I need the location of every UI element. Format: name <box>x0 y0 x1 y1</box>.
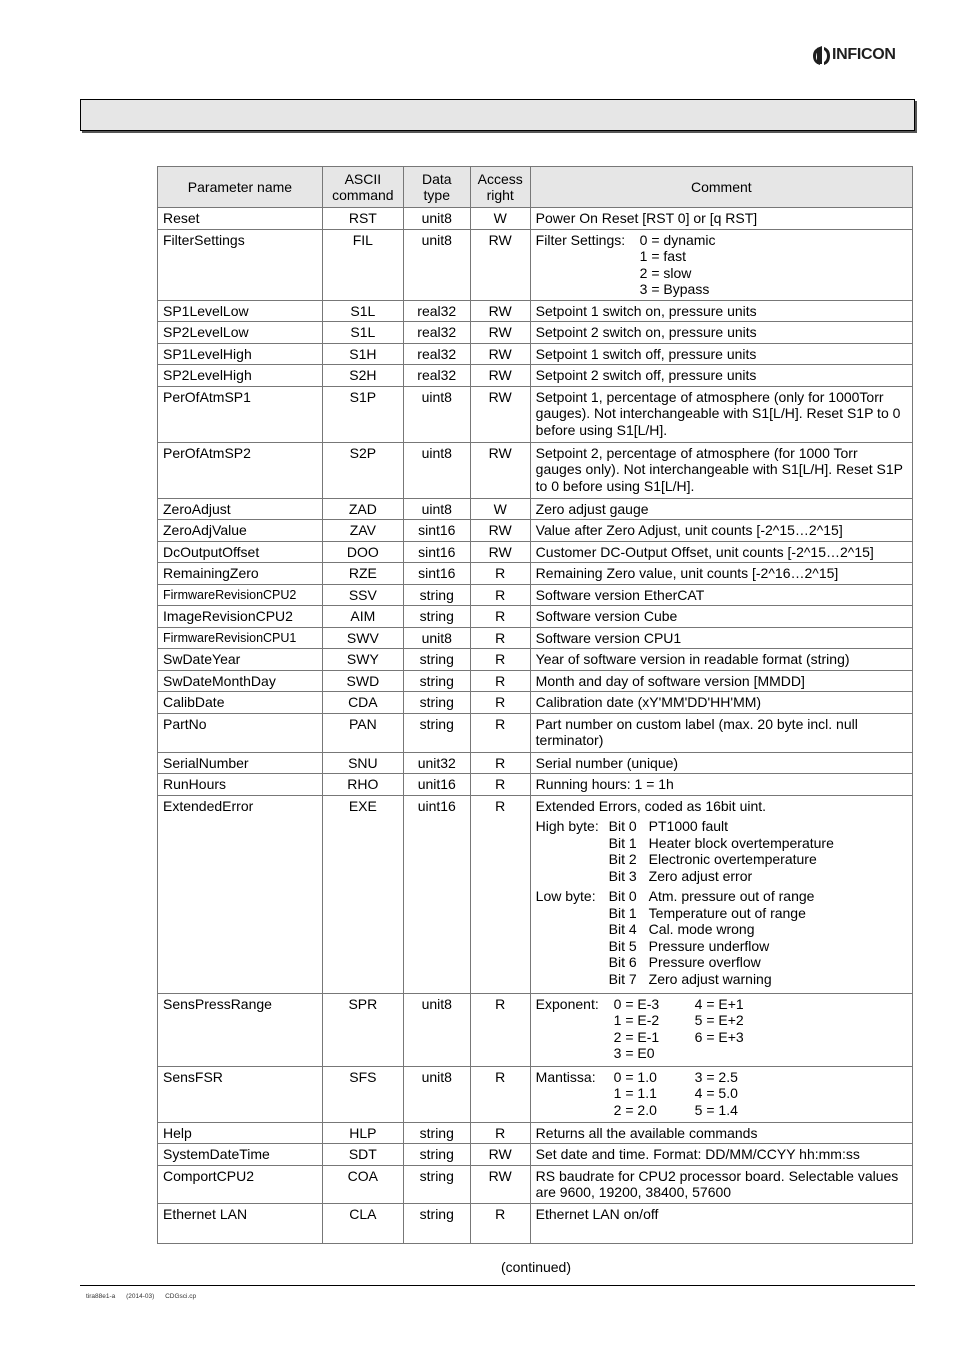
param-name-cell: DcOutputOffset <box>158 541 323 563</box>
comment-text: Setpoint 1, percentage of atmosphere (only for 1000Torr gauges). Not interchangeable with S1[L/H]. Reset S1P to 0 before using S1[L/H]. <box>535 388 901 438</box>
data-type-cell: unit8 <box>403 627 470 649</box>
value-option: 3 = E0 <box>613 1045 655 1061</box>
param-name-cell: SensFSR <box>158 1066 323 1122</box>
table-row <box>158 322 913 344</box>
access-right-cell: R <box>470 649 530 671</box>
param-name-cell: CalibDate <box>158 692 323 714</box>
table-row <box>158 1144 913 1166</box>
access-right-cell: RW <box>470 229 530 300</box>
table-row <box>158 343 913 365</box>
ascii-command-cell: RHO <box>322 774 403 796</box>
filter-option: 2 = slow <box>639 264 692 281</box>
data-type-cell: string <box>403 713 470 752</box>
value-option: 0 = 1.0 <box>613 1068 657 1085</box>
table-row <box>158 365 913 387</box>
comment-text: Setpoint 2 switch off, pressure units <box>535 367 757 383</box>
comment-cell <box>530 606 912 628</box>
table-row <box>158 386 913 442</box>
access-right-cell: W <box>470 208 530 230</box>
bit-description: Zero adjust error <box>648 867 753 884</box>
comment-cell <box>530 343 912 365</box>
value-option: 4 = E+1 <box>694 995 744 1012</box>
table-row <box>158 1165 913 1203</box>
table-row <box>158 1122 913 1144</box>
param-name-cell: SP1LevelLow <box>158 300 323 322</box>
table-header-row <box>158 167 913 208</box>
byte-label <box>536 971 609 988</box>
param-name-cell: ZeroAdjValue <box>158 520 323 542</box>
comment-cell <box>530 229 912 300</box>
access-right-cell: R <box>470 993 530 1066</box>
access-right-cell: R <box>470 1122 530 1144</box>
param-name-cell: FilterSettings <box>158 229 323 300</box>
access-right-cell: RW <box>470 1144 530 1166</box>
ascii-command-cell: S2H <box>322 365 403 387</box>
comment-text: Power On Reset [RST 0] or [q RST] <box>535 210 758 226</box>
ascii-command-cell: DOO <box>322 541 403 563</box>
byte-label: Low byte: <box>535 888 596 904</box>
ascii-command-cell: S1P <box>322 386 403 442</box>
param-name-cell: PartNo <box>158 713 323 752</box>
access-right-cell: RW <box>470 386 530 442</box>
ascii-command-cell: CDA <box>322 692 403 714</box>
param-name-cell: RemainingZero <box>158 563 323 585</box>
comment-text: Value after Zero Adjust, unit counts [-2^15…2^15] <box>535 522 843 538</box>
table-row <box>158 692 913 714</box>
value-option: 6 = E+3 <box>694 1028 744 1045</box>
header-parameter-name: Parameter name <box>158 167 323 208</box>
data-type-cell: string <box>403 606 470 628</box>
value-option: 4 = 5.0 <box>694 1085 738 1101</box>
bit-index: Bit 2 <box>608 851 637 867</box>
ascii-command-cell: RZE <box>322 563 403 585</box>
bit-description: PT1000 fault <box>648 818 729 834</box>
access-right-cell: R <box>470 692 530 714</box>
header-access-right: Access right <box>470 167 530 208</box>
ascii-command-cell: S1L <box>322 300 403 322</box>
ascii-command-cell: PAN <box>322 713 403 752</box>
bit-index: Bit 4 <box>608 921 637 937</box>
comment-label: Mantissa: <box>535 1068 596 1085</box>
comment-cell <box>530 627 912 649</box>
comment-text: Ethernet LAN on/off <box>535 1205 659 1222</box>
param-name-cell: FirmwareRevisionCPU1 <box>158 627 323 649</box>
table-row <box>158 649 913 671</box>
ascii-command-cell: S1L <box>322 322 403 344</box>
access-right-cell: R <box>470 563 530 585</box>
byte-label <box>536 835 609 852</box>
comment-cell <box>530 1122 912 1144</box>
comment-text: Setpoint 1 switch on, pressure units <box>535 302 757 319</box>
comment-cell <box>530 442 912 498</box>
bit-description: Zero adjust warning <box>648 970 772 987</box>
access-right-cell: W <box>470 498 530 520</box>
table-row <box>158 774 913 796</box>
comment-cell <box>530 1165 912 1203</box>
comment-cell <box>530 300 912 322</box>
comment-cell <box>530 692 912 714</box>
data-type-cell: uint8 <box>403 386 470 442</box>
ascii-command-cell: RST <box>322 208 403 230</box>
table-row <box>158 795 913 993</box>
byte-label: High byte: <box>535 818 599 834</box>
table-row <box>158 627 913 649</box>
value-option: 2 = E-1 <box>613 1028 660 1045</box>
ascii-command-cell: S1H <box>322 343 403 365</box>
ascii-command-cell: ZAV <box>322 520 403 542</box>
param-name-cell: SP2LevelLow <box>158 322 323 344</box>
header-comment: Comment <box>530 167 912 208</box>
value-option: 1 = 1.1 <box>613 1085 657 1101</box>
table-row <box>158 563 913 585</box>
byte-label <box>536 954 609 971</box>
param-name-cell: SerialNumber <box>158 752 323 774</box>
comment-cell <box>530 752 912 774</box>
param-name-cell: SP1LevelHigh <box>158 343 323 365</box>
ascii-command-cell: S2P <box>322 442 403 498</box>
comment-text: Part number on custom label (max. 20 byte incl. null terminator) <box>535 715 858 748</box>
bit-description: Pressure overflow <box>648 954 761 970</box>
ascii-command-cell: SDT <box>322 1144 403 1166</box>
param-name-cell: ImageRevisionCPU2 <box>158 606 323 628</box>
value-option <box>695 1045 775 1062</box>
doc-date: (2014-03) <box>126 1293 155 1300</box>
doc-id: tira88e1-a <box>86 1293 116 1300</box>
continued-note: (continued) <box>500 1259 572 1275</box>
data-type-cell: unit8 <box>403 1066 470 1122</box>
ascii-command-cell: HLP <box>322 1122 403 1144</box>
comment-text: Serial number (unique) <box>535 754 679 771</box>
comment-text: RS baudrate for CPU2 processor board. Selectable values are 9600, 19200, 38400, 57600 <box>535 1167 899 1200</box>
comment-cell <box>530 208 912 230</box>
table-row <box>158 498 913 520</box>
comment-cell <box>530 670 912 692</box>
filter-option: 0 = dynamic <box>639 231 716 248</box>
access-right-cell: RW <box>470 520 530 542</box>
data-type-cell: sint16 <box>403 520 470 542</box>
byte-label <box>536 938 609 955</box>
byte-label <box>536 905 609 922</box>
data-type-cell: string <box>403 692 470 714</box>
table-row <box>158 584 913 606</box>
comment-cell <box>530 649 912 671</box>
bit-description: Cal. mode wrong <box>648 921 755 937</box>
comment-cell <box>530 498 912 520</box>
comment-text: Running hours: 1 = 1h <box>535 776 674 792</box>
data-type-cell: string <box>403 1203 470 1243</box>
param-name-cell: SwDateYear <box>158 649 323 671</box>
data-type-cell: unit32 <box>403 752 470 774</box>
param-name-cell: Help <box>158 1122 323 1144</box>
access-right-cell: RW <box>470 343 530 365</box>
footer-meta <box>86 1293 205 1300</box>
table-row <box>158 670 913 692</box>
bit-index: Bit 6 <box>608 954 637 970</box>
comment-cell <box>530 322 912 344</box>
access-right-cell: RW <box>470 300 530 322</box>
comment-cell <box>530 386 912 442</box>
comment-cell <box>530 993 912 1066</box>
ascii-command-cell: SFS <box>322 1066 403 1122</box>
data-type-cell: unit8 <box>403 208 470 230</box>
data-type-cell: sint16 <box>403 541 470 563</box>
ascii-command-cell: SSV <box>322 584 403 606</box>
value-option: 2 = 2.0 <box>613 1101 657 1118</box>
param-name-cell: ExtendedError <box>158 795 323 993</box>
access-right-cell: R <box>470 584 530 606</box>
param-name-cell: PerOfAtmSP1 <box>158 386 323 442</box>
value-option: 3 = 2.5 <box>694 1068 738 1085</box>
comment-text: Remaining Zero value, unit counts [-2^16…2^15] <box>535 565 839 581</box>
access-right-cell: R <box>470 627 530 649</box>
table-row <box>158 442 913 498</box>
comment-text: Software version Cube <box>535 608 678 624</box>
ascii-command-cell: ZAD <box>322 498 403 520</box>
param-name-cell: PerOfAtmSP2 <box>158 442 323 498</box>
header-ascii-command: ASCII command <box>322 167 403 208</box>
access-right-cell: RW <box>470 442 530 498</box>
ascii-command-cell: SWV <box>322 627 403 649</box>
comment-text: Software version EtherCAT <box>535 586 705 603</box>
inficon-mark-icon <box>812 44 832 66</box>
access-right-cell: R <box>470 774 530 796</box>
access-right-cell: R <box>470 795 530 993</box>
comment-cell <box>530 365 912 387</box>
data-type-cell: string <box>403 1122 470 1144</box>
table-row <box>158 229 913 300</box>
header-data-type: Data type <box>403 167 470 208</box>
filter-option: 1 = fast <box>639 248 686 264</box>
data-type-cell: uint8 <box>403 442 470 498</box>
byte-label <box>536 868 609 885</box>
data-type-cell: real32 <box>403 322 470 344</box>
table-row <box>158 541 913 563</box>
ascii-command-cell: COA <box>322 1165 403 1203</box>
data-type-cell: string <box>403 1165 470 1203</box>
data-type-cell: string <box>403 649 470 671</box>
param-name-cell: SensPressRange <box>158 993 323 1066</box>
data-type-cell: unit8 <box>403 229 470 300</box>
table-row <box>158 713 913 752</box>
param-name-cell: Reset <box>158 208 323 230</box>
bit-index: Bit 7 <box>608 970 637 987</box>
comment-text: Zero adjust gauge <box>535 500 649 517</box>
inficon-logo <box>812 44 922 70</box>
access-right-cell: RW <box>470 365 530 387</box>
byte-label <box>536 851 609 868</box>
data-type-cell: real32 <box>403 300 470 322</box>
comment-text: Setpoint 2 switch on, pressure units <box>535 324 757 340</box>
access-right-cell: RW <box>470 322 530 344</box>
data-type-cell: string <box>403 584 470 606</box>
ascii-command-cell: SWD <box>322 670 403 692</box>
param-name-cell: SystemDateTime <box>158 1144 323 1166</box>
table-row <box>158 1203 913 1243</box>
param-name-cell: Ethernet LAN <box>158 1203 323 1243</box>
param-name-cell: ComportCPU2 <box>158 1165 323 1203</box>
data-type-cell: uint8 <box>403 498 470 520</box>
bit-description: Temperature out of range <box>648 904 806 921</box>
bit-description: Atm. pressure out of range <box>648 888 815 904</box>
ascii-command-cell: FIL <box>322 229 403 300</box>
bit-index: Bit 1 <box>608 834 637 851</box>
footer-rule <box>80 1285 915 1286</box>
comment-text: Returns all the available commands <box>535 1124 758 1141</box>
comment-text: Year of software version in readable format (string) <box>535 651 850 667</box>
value-option: 5 = 1.4 <box>694 1101 738 1118</box>
table-row <box>158 300 913 322</box>
comment-text: Calibration date (xY'MM'DD'HH'MM) <box>535 694 762 710</box>
table-row <box>158 752 913 774</box>
table-row <box>158 606 913 628</box>
section-header-bar <box>80 99 915 131</box>
comment-text: Month and day of software version [MMDD] <box>535 672 805 689</box>
table-row <box>158 1066 913 1122</box>
comment-label: Exponent: <box>535 995 599 1012</box>
data-type-cell: real32 <box>403 343 470 365</box>
access-right-cell: R <box>470 1066 530 1122</box>
data-type-cell: sint16 <box>403 563 470 585</box>
comment-cell <box>530 795 912 993</box>
comment-cell <box>530 584 912 606</box>
bit-index: Bit 5 <box>608 937 637 954</box>
comment-cell <box>530 520 912 542</box>
access-right-cell: RW <box>470 1165 530 1203</box>
bit-description: Electronic overtemperature <box>648 851 817 867</box>
access-right-cell: R <box>470 713 530 752</box>
data-type-cell: unit16 <box>403 774 470 796</box>
comment-text: Setpoint 1 switch off, pressure units <box>535 345 757 362</box>
comment-cell <box>530 1203 912 1243</box>
comment-text: Customer DC-Output Offset, unit counts [-2^15…2^15] <box>535 543 874 560</box>
ascii-command-cell: SNU <box>322 752 403 774</box>
bit-index: Bit 0 <box>608 888 637 904</box>
param-name-cell: SP2LevelHigh <box>158 365 323 387</box>
ascii-command-cell: CLA <box>322 1203 403 1243</box>
ascii-command-cell: EXE <box>322 795 403 993</box>
comment-text: Set date and time. Format: DD/MM/CCYY hh:mm:ss <box>535 1146 860 1162</box>
logo-text: INFICON <box>832 46 896 63</box>
table-row <box>158 208 913 230</box>
data-type-cell: string <box>403 670 470 692</box>
comment-cell <box>530 541 912 563</box>
table-row <box>158 993 913 1066</box>
doc-file: CDGsci.cp <box>165 1293 197 1300</box>
ascii-command-cell: AIM <box>322 606 403 628</box>
data-type-cell: real32 <box>403 365 470 387</box>
comment-text: Software version CPU1 <box>535 629 682 646</box>
ascii-command-cell: SPR <box>322 993 403 1066</box>
data-type-cell: uint16 <box>403 795 470 993</box>
access-right-cell: R <box>470 1203 530 1243</box>
param-name-cell: FirmwareRevisionCPU2 <box>158 584 323 606</box>
access-right-cell: RW <box>470 541 530 563</box>
bit-description: Pressure underflow <box>648 937 770 954</box>
comment-cell <box>530 563 912 585</box>
parameter-table <box>157 166 913 1244</box>
data-type-cell: unit8 <box>403 993 470 1066</box>
ascii-command-cell: SWY <box>322 649 403 671</box>
access-right-cell: R <box>470 606 530 628</box>
comment-text: Extended Errors, coded as 16bit uint. <box>535 797 767 814</box>
data-type-cell: string <box>403 1144 470 1166</box>
comment-label: Filter Settings: <box>535 231 626 248</box>
comment-cell <box>530 1066 912 1122</box>
filter-option: 3 = Bypass <box>639 281 710 297</box>
bit-description: Heater block overtemperature <box>648 834 834 851</box>
access-right-cell: R <box>470 752 530 774</box>
comment-text: Setpoint 2, percentage of atmosphere (for 1000 Torr gauges only). Not interchangeable with S1[L/H]. Reset S1P to 0 before using S1[L/H]. <box>535 444 903 494</box>
bit-index: Bit 0 <box>608 818 637 834</box>
byte-label <box>536 921 609 938</box>
comment-cell <box>530 1144 912 1166</box>
param-name-cell: ZeroAdjust <box>158 498 323 520</box>
table-row <box>158 520 913 542</box>
value-option: 0 = E-3 <box>613 995 660 1012</box>
param-name-cell: RunHours <box>158 774 323 796</box>
value-option: 1 = E-2 <box>613 1012 660 1028</box>
value-option: 5 = E+2 <box>694 1012 744 1028</box>
access-right-cell: R <box>470 670 530 692</box>
comment-cell <box>530 713 912 752</box>
bit-index: Bit 1 <box>608 904 637 921</box>
param-name-cell: SwDateMonthDay <box>158 670 323 692</box>
comment-cell <box>530 774 912 796</box>
bit-index: Bit 3 <box>608 867 637 884</box>
